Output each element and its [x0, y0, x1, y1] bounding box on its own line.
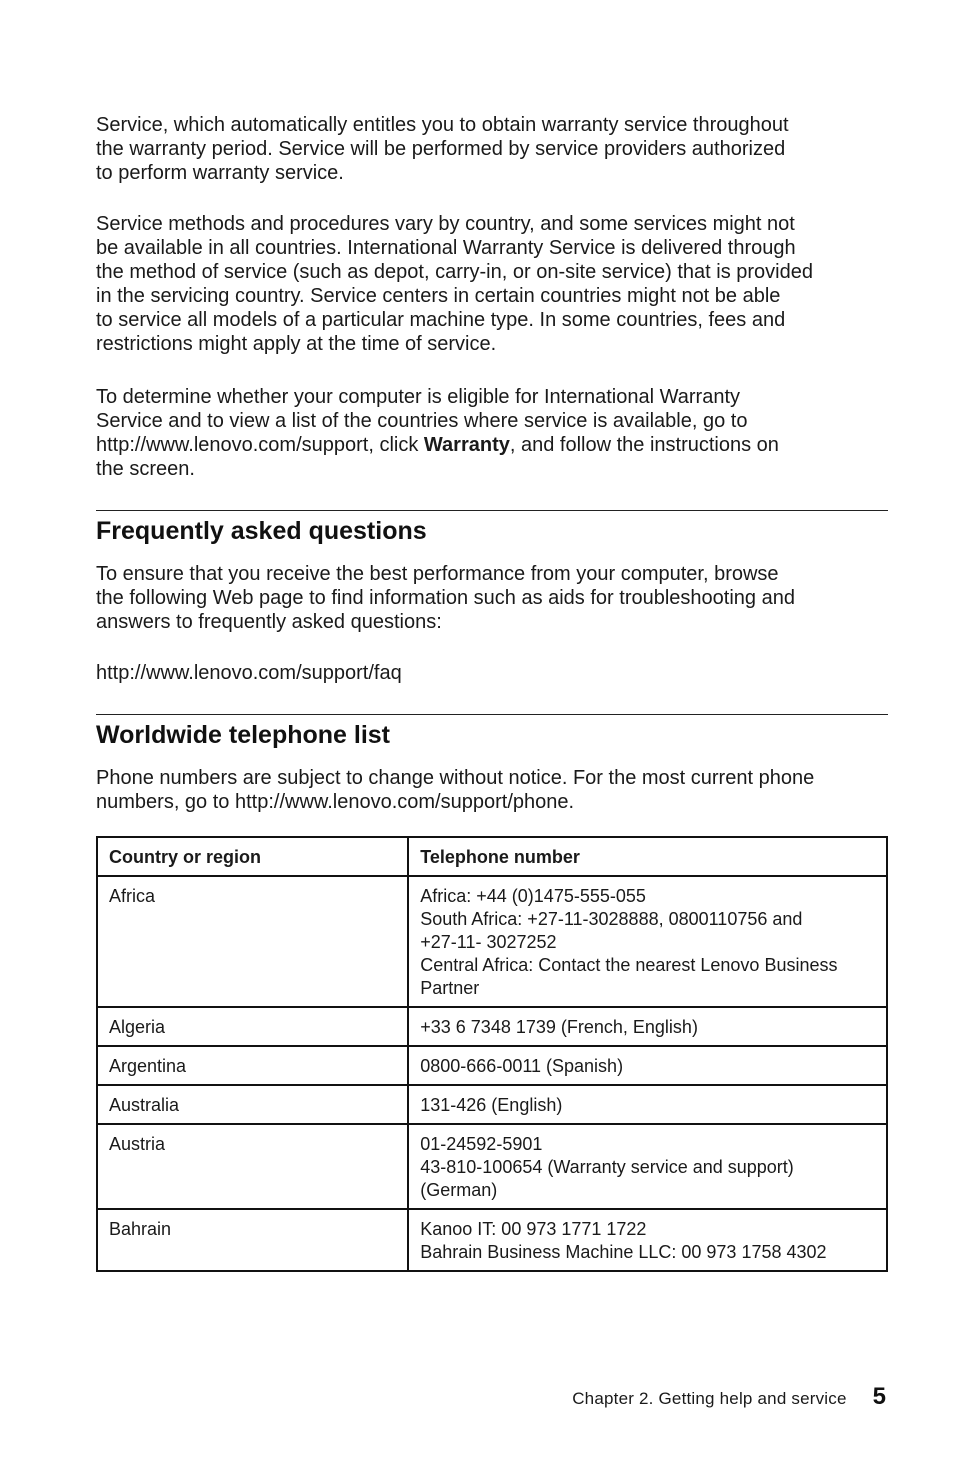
column-header-country: Country or region: [97, 837, 408, 876]
page-number: 5: [872, 1383, 886, 1410]
table-row: [97, 1046, 887, 1085]
table-row: [97, 1007, 887, 1046]
telephone-cell: 01-24592-5901 43-810-100654 (Warranty service and support) (German): [408, 1124, 887, 1209]
country-cell: Africa: [97, 876, 408, 1007]
country-cell: Australia: [97, 1085, 408, 1124]
column-header-telephone: Telephone number: [408, 837, 887, 876]
telephone-cell: 0800-666-0011 (Spanish): [408, 1046, 887, 1085]
telephone-cell: 131-426 (English): [408, 1085, 887, 1124]
telephone-table: [96, 836, 888, 1272]
telephone-list-heading: Worldwide telephone list: [96, 721, 391, 749]
table-header-row: [97, 837, 887, 876]
telephone-cell: +33 6 7348 1739 (French, English): [408, 1007, 887, 1046]
faq-paragraph: To ensure that you receive the best performance from your computer, browse the following Web page to find information such as aids for troubleshooting and answers to frequently asked questions:: [96, 563, 795, 633]
faq-url[interactable]: http://www.lenovo.com/support/faq: [96, 662, 402, 684]
chapter-title: Chapter 2. Getting help and service: [572, 1389, 847, 1408]
section-divider: [96, 714, 888, 715]
telephone-cell: Kanoo IT: 00 973 1771 1722 Bahrain Business Machine LLC: 00 973 1758 4302: [408, 1209, 887, 1271]
warranty-bold-label: Warranty: [423, 434, 510, 456]
paragraph-eligibility: To determine whether your computer is eligible for International Warranty Service and to view a list of the countries where service is available, go to http://www.lenovo.com/support, click Warranty, and follow the instructions on the screen.: [96, 386, 779, 480]
faq-heading: Frequently asked questions: [96, 517, 427, 545]
support-link-text: http://www.lenovo.com/support, click: [96, 434, 424, 456]
paragraph-warranty-service: Service, which automatically entitles you to obtain warranty service throughout the warranty period. Service will be performed by service providers authorized to perform warranty service.: [96, 114, 789, 184]
paragraph-service-methods: Service methods and procedures vary by country, and some services might not be available in all countries. International Warranty Service is delivered through the method of service (such as depot, carry-in, or on-site service) that is provided in the servicing country. Service centers in certain countries might not be able to service all models of a particular machine type. In some countries, fees and restrictions might apply at the time of service.: [96, 213, 813, 355]
telephone-cell: Africa: +44 (0)1475-555-055 South Africa: +27-11-3028888, 0800110756 and +27-11- 3027252 Central Africa: Contact the nearest Lenovo Business Partner: [408, 876, 887, 1007]
country-cell: Bahrain: [97, 1209, 408, 1271]
table-row: [97, 1124, 887, 1209]
table-row: [97, 1085, 887, 1124]
country-cell: Argentina: [97, 1046, 408, 1085]
country-cell: Algeria: [97, 1007, 408, 1046]
country-cell: Austria: [97, 1124, 408, 1209]
section-divider: [96, 510, 888, 511]
telephone-paragraph: Phone numbers are subject to change without notice. For the most current phone numbers, go to http://www.lenovo.com/support/phone.: [96, 767, 815, 813]
page-content: [96, 113, 888, 1272]
table-row: [97, 876, 887, 1007]
page-footer: [572, 1383, 886, 1411]
table-row: [97, 1209, 887, 1271]
